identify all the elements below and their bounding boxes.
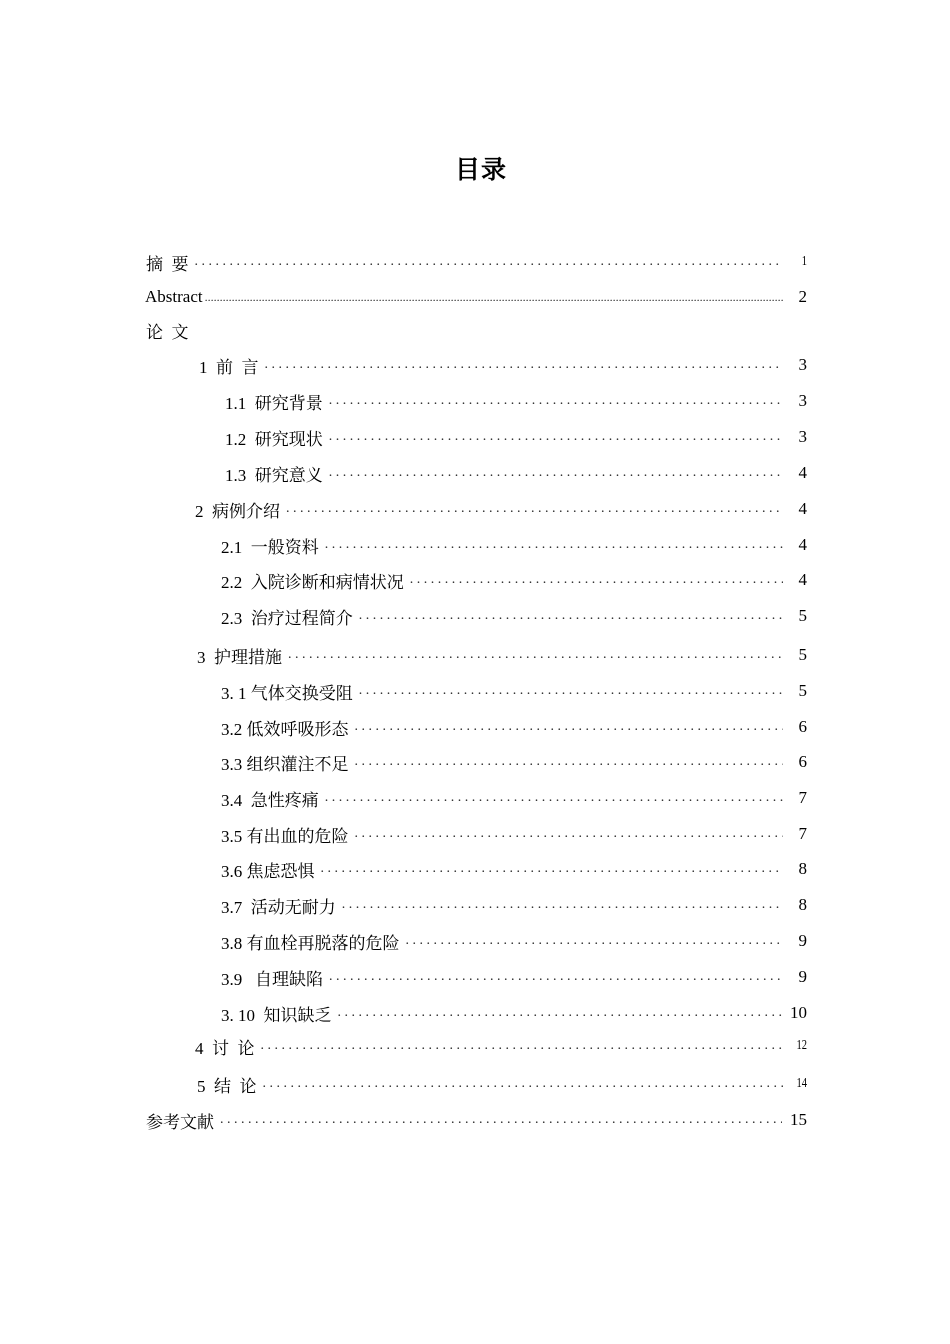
toc-entry-2-1[interactable] — [221, 533, 807, 557]
toc-leader-dots — [325, 533, 783, 557]
toc-leader-dots — [263, 1072, 784, 1096]
toc-leader-dots — [265, 353, 784, 377]
toc-leader-dots — [288, 643, 783, 667]
toc-section-heading[interactable]: 论 文 — [146, 323, 189, 342]
toc-leader-dots — [406, 929, 784, 953]
toc-entry-2-2[interactable] — [221, 568, 807, 592]
toc-entry-label: 1 前 言 — [199, 357, 259, 377]
toc-leader-dots — [205, 285, 783, 309]
toc-leader-dots — [329, 425, 783, 449]
toc-entry-page: 4 — [798, 463, 807, 482]
toc-entry-page: 15 — [790, 1110, 807, 1129]
toc-entry-chapter-1[interactable] — [199, 353, 807, 377]
toc-leader-dots — [359, 604, 783, 628]
toc-entry-page: 12 — [796, 1038, 807, 1053]
toc-entry-page: 9 — [798, 931, 807, 950]
toc-leader-dots — [325, 786, 783, 810]
toc-entry-3-3[interactable] — [221, 750, 807, 774]
toc-entry-label: 参考文献 — [146, 1112, 214, 1132]
toc-entry-page: 5 — [798, 645, 807, 664]
toc-entry-label: 3. 1 气体交换受阻 — [221, 683, 353, 703]
toc-entry-label: 1.2 研究现状 — [225, 429, 323, 449]
toc-entry-label: 3.2 低效呼吸形态 — [221, 719, 349, 739]
toc-entry-chapter-5[interactable] — [197, 1072, 807, 1096]
toc-entry-1-3[interactable] — [225, 461, 807, 485]
toc-leader-dots — [355, 715, 784, 739]
toc-entry-page: 4 — [798, 499, 807, 518]
toc-leader-dots — [329, 461, 783, 485]
toc-leader-dots — [355, 750, 784, 774]
toc-entry-3-8[interactable] — [221, 929, 807, 953]
toc-entry-3-4[interactable] — [221, 786, 807, 810]
toc-entry-label: 3 护理措施 — [197, 647, 282, 667]
toc-leader-dots — [410, 568, 783, 592]
toc-entry-page: 1 — [801, 254, 807, 269]
toc-entry-label: 3.5 有出血的危险 — [221, 826, 349, 846]
toc-entry-label: Abstract — [145, 287, 203, 306]
toc-entry-label: 1.1 研究背景 — [225, 393, 323, 413]
toc-entry-page: 9 — [798, 967, 807, 986]
toc-entry-label: 2.1 一般资料 — [221, 537, 319, 557]
toc-leader-dots — [329, 389, 783, 413]
toc-entry-page: 7 — [798, 788, 807, 807]
toc-entry-page: 8 — [798, 859, 807, 878]
toc-entry-page: 5 — [798, 606, 807, 625]
toc-entry-page: 5 — [798, 681, 807, 700]
toc-entry-page: 2 — [798, 287, 807, 306]
toc-entry-label: 3. 10 知识缺乏 — [221, 1005, 332, 1025]
toc-entry-page: 6 — [798, 717, 807, 736]
toc-leader-dots — [329, 965, 783, 989]
toc-entry-3-6[interactable] — [221, 857, 807, 881]
toc-entry-references[interactable] — [146, 1108, 807, 1132]
toc-entry-page: 3 — [798, 427, 807, 446]
toc-entry-label: 1.3 研究意义 — [225, 465, 323, 485]
toc-entry-chapter-3[interactable] — [197, 643, 807, 667]
toc-leader-dots — [321, 857, 784, 881]
toc-leader-dots — [286, 497, 783, 521]
toc-entry-label: 4 讨 论 — [195, 1038, 255, 1058]
toc-entry-label: 3.3 组织灌注不足 — [221, 754, 349, 774]
toc-entry-2-3[interactable] — [221, 604, 807, 628]
toc-entry-page: 3 — [798, 391, 807, 410]
toc-entry-3-10[interactable] — [221, 1001, 807, 1025]
toc-entry-page: 4 — [798, 535, 807, 554]
toc-entry-3-9[interactable] — [221, 965, 807, 989]
toc-entry-label: 摘 要 — [146, 254, 189, 274]
toc-leader-dots — [261, 1034, 784, 1058]
toc-entry-page: 10 — [790, 1003, 807, 1022]
toc-entry-label: 3.7 活动无耐力 — [221, 897, 336, 917]
toc-entry-chapter-2[interactable] — [195, 497, 807, 521]
toc-entry-label: 2 病例介绍 — [195, 501, 280, 521]
toc-leader-dots — [338, 1001, 783, 1025]
toc-leader-dots — [342, 893, 783, 917]
toc-entry-abstract-en[interactable] — [145, 285, 807, 309]
toc-entry-3-1[interactable] — [221, 679, 807, 703]
toc-entry-chapter-4[interactable] — [195, 1034, 807, 1058]
toc-entry-3-5[interactable] — [221, 822, 807, 846]
toc-entry-3-7[interactable] — [221, 893, 807, 917]
toc-entry-label: 3.6 焦虑恐惧 — [221, 861, 315, 881]
toc-entry-3-2[interactable] — [221, 715, 807, 739]
toc-leader-dots — [220, 1108, 782, 1132]
toc-leader-dots — [359, 679, 783, 703]
toc-entry-label: 3.8 有血栓再脱落的危险 — [221, 933, 400, 953]
toc-entry-label: 3.4 急性疼痛 — [221, 790, 319, 810]
toc-leader-dots — [355, 822, 784, 846]
toc-entry-abstract-cn[interactable] — [146, 250, 807, 274]
toc-entry-page: 4 — [798, 570, 807, 589]
toc-entry-page: 6 — [798, 752, 807, 771]
toc-entry-label: 2.3 治疗过程简介 — [221, 608, 353, 628]
toc-leader-dots — [195, 250, 784, 274]
toc-entry-page: 14 — [796, 1076, 807, 1091]
toc-entry-label: 3.9 自理缺陷 — [221, 969, 323, 989]
toc-entry-label: 5 结 论 — [197, 1076, 257, 1096]
toc-entry-1-2[interactable] — [225, 425, 807, 449]
toc-entry-1-1[interactable] — [225, 389, 807, 413]
toc-entry-page: 7 — [798, 824, 807, 843]
toc-entry-page: 3 — [798, 355, 807, 374]
toc-entry-label: 2.2 入院诊断和病情状况 — [221, 572, 404, 592]
toc-title: 目录 — [454, 155, 507, 184]
toc-entry-page: 8 — [798, 895, 807, 914]
